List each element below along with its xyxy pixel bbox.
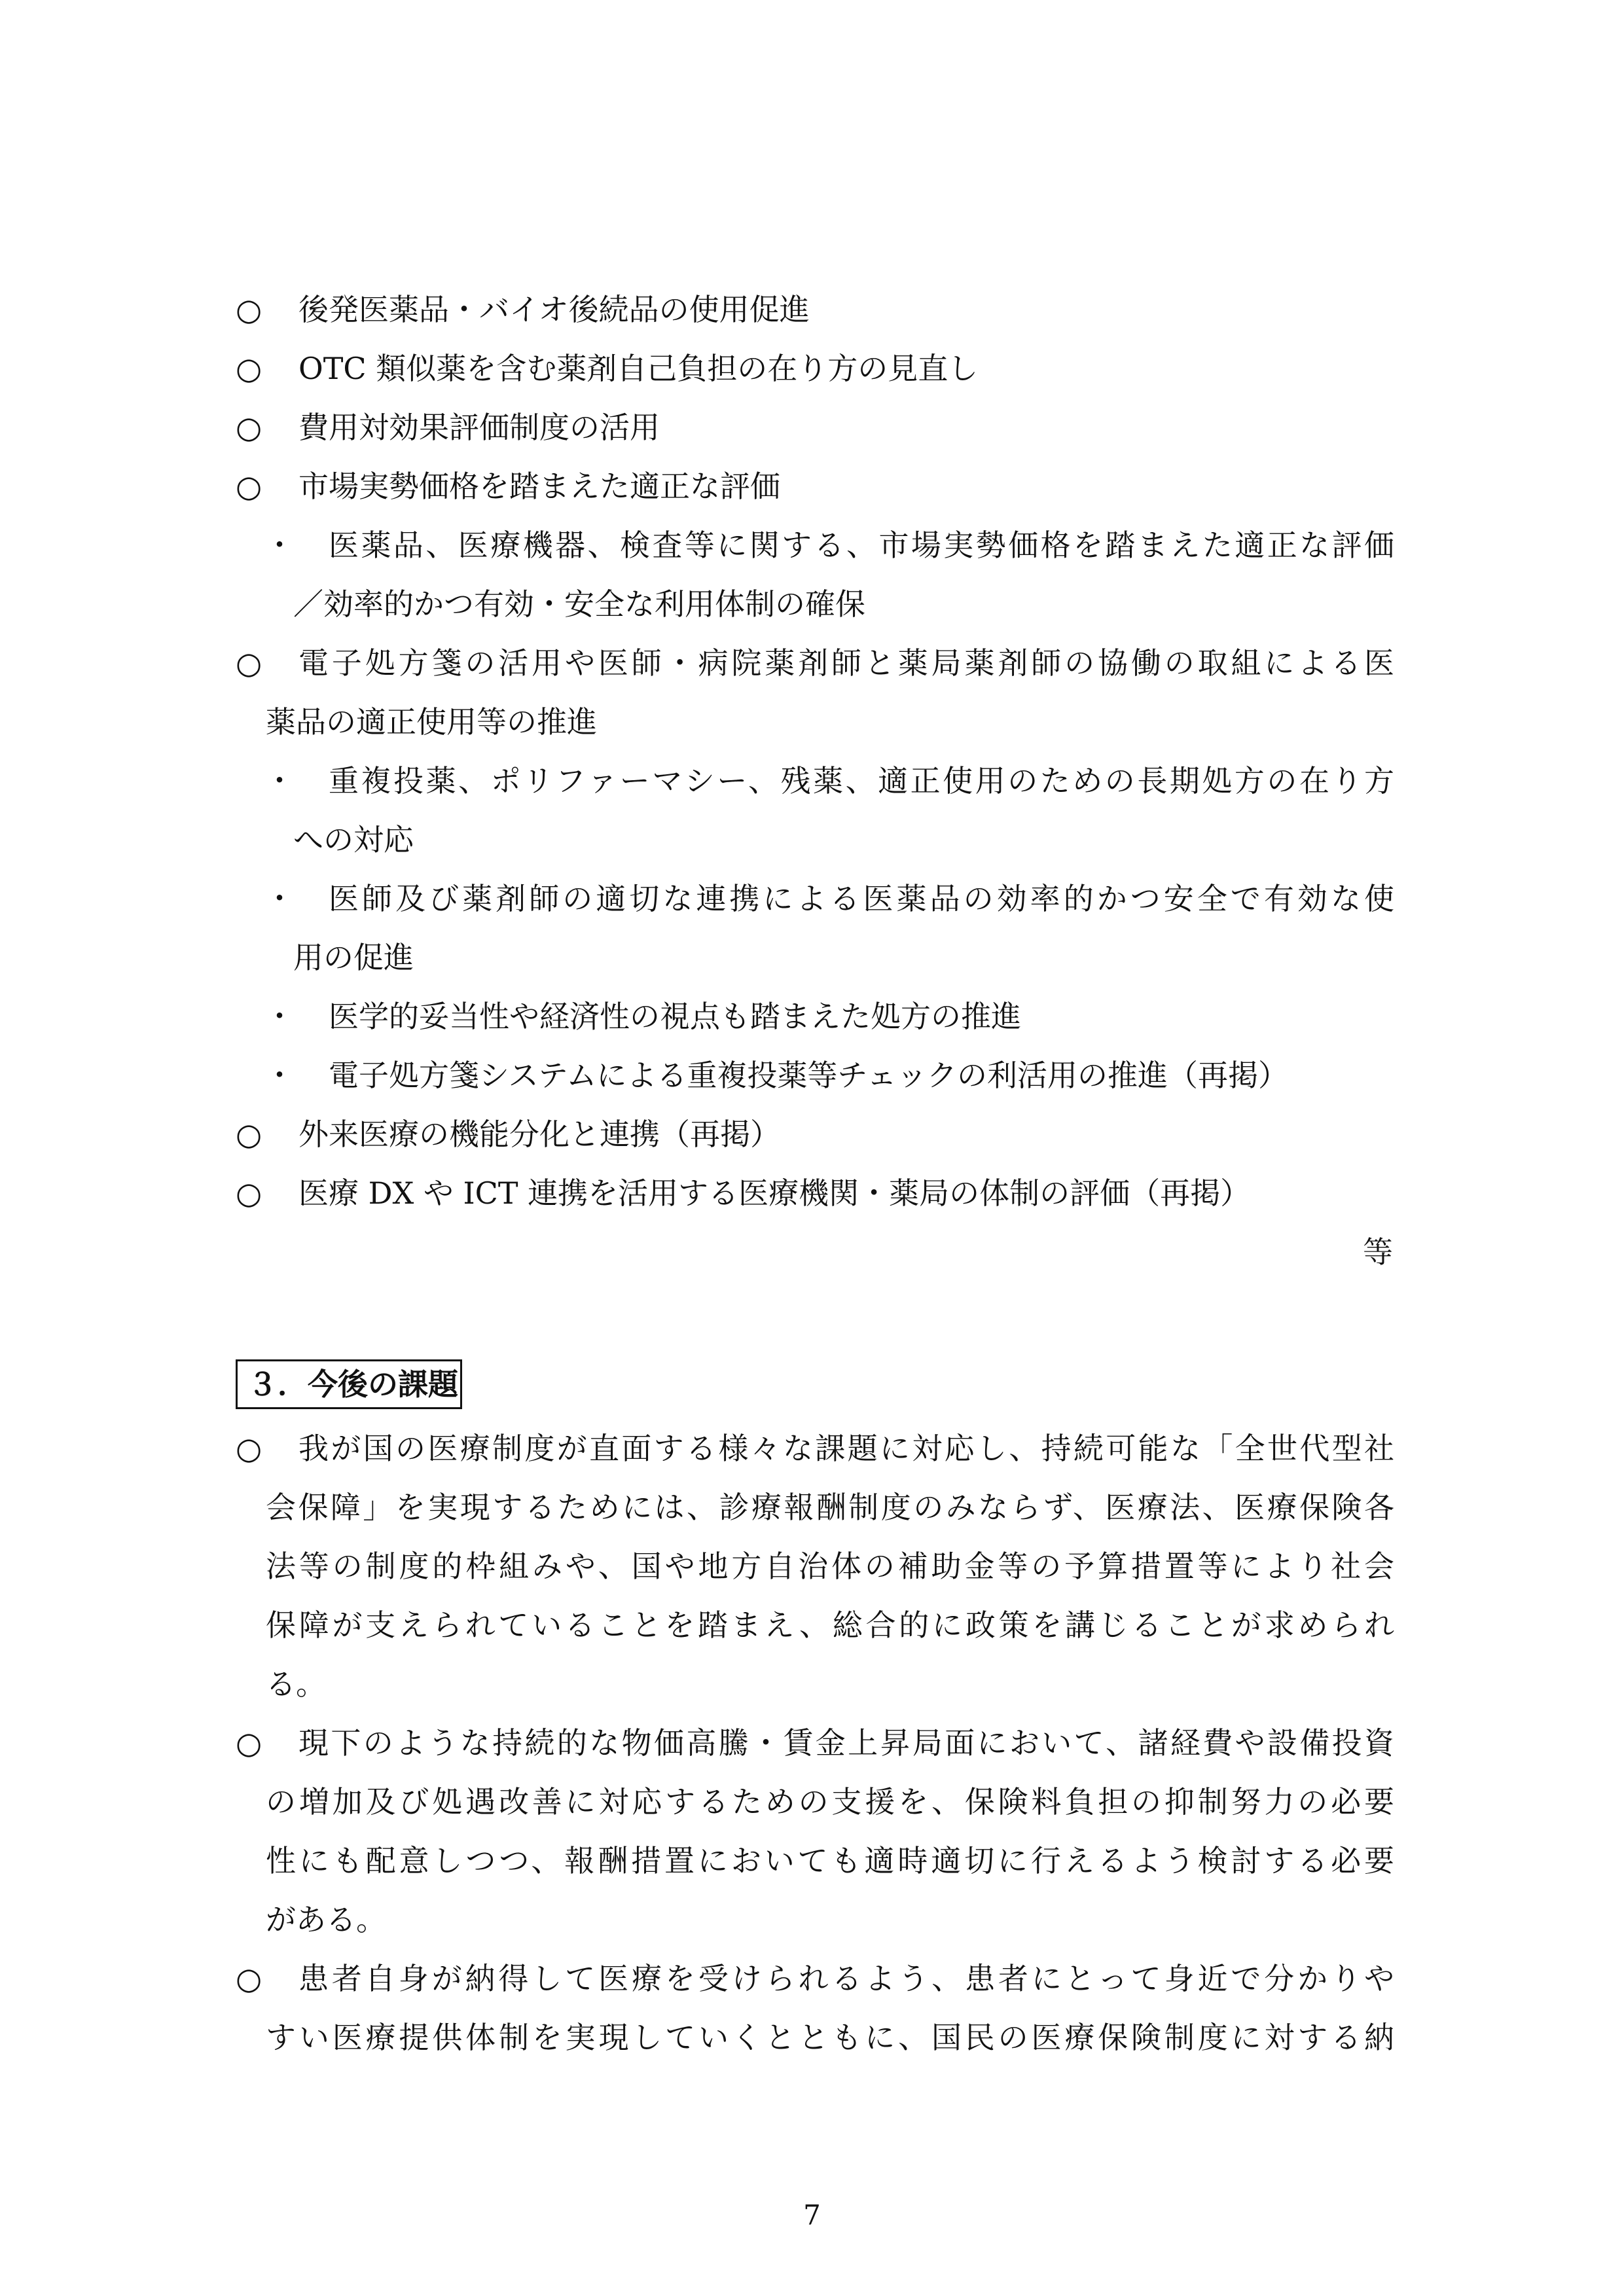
circle-bullet: ○ <box>236 410 262 445</box>
measure-item-2: OTC 類似薬を含む薬剤自己負担の在り方の見直し <box>298 351 979 386</box>
paragraph-2-line-4: がある。 <box>266 1902 386 1937</box>
measure-item-5-sub-1-line-1: 重複投薬、ポリファーマシー、残薬、適正使用のための長期処方の在り方 <box>329 763 1394 798</box>
circle-bullet: ○ <box>236 1431 262 1466</box>
dot-bullet: ・ <box>264 999 295 1034</box>
dot-bullet: ・ <box>264 763 295 798</box>
paragraph-2-line-2: の増加及び処遇改善に対応するための支援を、保険料負担の抑制努力の必要 <box>266 1784 1395 1820</box>
circle-bullet: ○ <box>236 1117 262 1152</box>
paragraph-1-line-1: 我が国の医療制度が直面する様々な課題に対応し、持続可能な「全世代型社 <box>298 1431 1394 1466</box>
measure-item-5-sub-3: 医学的妥当性や経済性の視点も踏まえた処方の推進 <box>329 999 1021 1034</box>
measure-item-5-line-1: 電子処方箋の活用や医師・病院薬剤師と薬局薬剤師の協働の取組による医 <box>298 645 1394 681</box>
paragraph-3-line-1: 患者自身が納得して医療を受けられるよう、患者にとって身近で分かりや <box>298 1961 1394 1996</box>
circle-bullet: ○ <box>236 292 262 327</box>
circle-bullet: ○ <box>236 645 262 681</box>
section-heading: ３．今後の課題 <box>247 1367 458 1402</box>
paragraph-1-line-3: 法等の制度的枠組みや、国や地方自治体の補助金等の予算措置等により社会 <box>266 1549 1394 1584</box>
measure-item-4-sub-1-line-1: 医薬品、医療機器、検査等に関する、市場実勢価格を踏まえた適正な評価 <box>329 528 1394 563</box>
paragraph-1-line-2: 会保障」を実現するためには、診療報酬制度のみならず、医療法、医療保険各 <box>266 1490 1394 1525</box>
measure-item-5-sub-1-line-2: への対応 <box>293 822 414 857</box>
circle-bullet: ○ <box>236 1961 262 1996</box>
measure-item-5-line-2: 薬品の適正使用等の推進 <box>266 704 597 740</box>
circle-bullet: ○ <box>236 351 262 386</box>
measure-item-7: 医療 DX や ICT 連携を活用する医療機関・薬局の体制の評価（再掲） <box>298 1175 1251 1211</box>
measure-item-5-sub-2-line-1: 医師及び薬剤師の適切な連携による医薬品の効率的かつ安全で有効な使 <box>329 881 1394 916</box>
paragraph-2-line-3: 性にも配意しつつ、報酬措置においても適時適切に行えるよう検討する必要 <box>266 1843 1394 1878</box>
dot-bullet: ・ <box>264 881 295 916</box>
measure-item-3: 費用対効果評価制度の活用 <box>298 410 660 445</box>
measure-item-4-sub-1-line-2: ／効率的かつ有効・安全な利用体制の確保 <box>293 586 865 622</box>
circle-bullet: ○ <box>236 1175 262 1211</box>
dot-bullet: ・ <box>264 1058 295 1093</box>
paragraph-2-line-1: 現下のような持続的な物価高騰・賃金上昇局面において、諸経費や設備投資 <box>298 1725 1394 1761</box>
paragraph-1-line-5: る。 <box>266 1666 326 1702</box>
measure-item-1: 後発医薬品・バイオ後続品の使用促進 <box>298 292 810 327</box>
measure-item-5-sub-2-line-2: 用の促進 <box>293 940 414 975</box>
paragraph-3-line-2: すい医療提供体制を実現していくとともに、国民の医療保険制度に対する納 <box>266 2020 1395 2055</box>
measure-item-6: 外来医療の機能分化と連携（再掲） <box>298 1117 780 1152</box>
page-number: 7 <box>803 2199 821 2231</box>
paragraph-1-line-4: 保障が支えられていることを踏まえ、総合的に政策を講じることが求められ <box>266 1607 1394 1643</box>
circle-bullet: ○ <box>236 1725 262 1761</box>
circle-bullet: ○ <box>236 469 262 504</box>
dot-bullet: ・ <box>264 528 295 563</box>
measure-item-4: 市場実勢価格を踏まえた適正な評価 <box>298 469 780 504</box>
etc-mark: 等 <box>1363 1234 1393 1270</box>
measure-item-5-sub-4: 電子処方箋システムによる重複投薬等チェックの利活用の推進（再掲） <box>329 1058 1289 1093</box>
